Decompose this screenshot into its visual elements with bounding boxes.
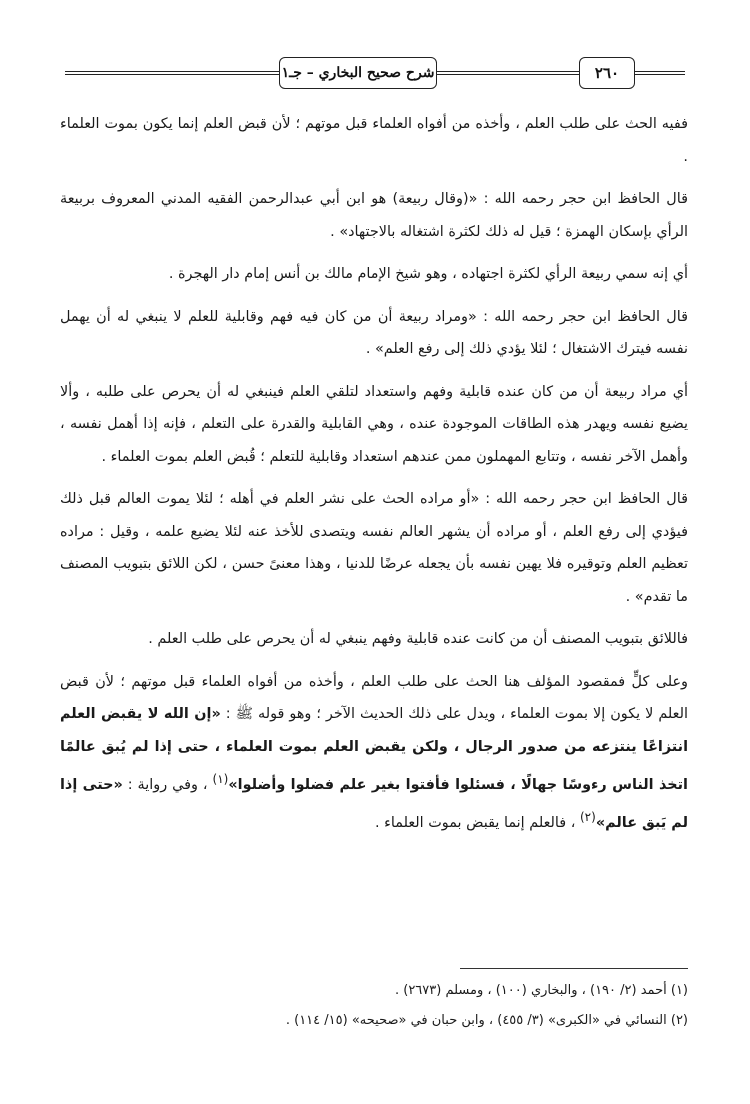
paragraph-4: قال الحافظ ابن حجر رحمه الله : «ومراد ربيعة أن من كان فيه فهم وقابلية للعلم لا ينبغي له أن يهمل نفسه فيترك الاشتغال ؛ لئلا يؤدي ذلك إلى رفع العلم» .: [60, 308, 688, 357]
hadith-tail: ، فالعلم إنما يقبض بموت العلماء .: [374, 815, 580, 832]
hadith-connector: ، وفي رواية :: [122, 776, 213, 793]
hadith-variant: «حتى إذا لم يَبق عالم»: [60, 776, 688, 832]
footnote-ref-1: (١): [212, 772, 229, 786]
paragraph-5: أي مراد ربيعة أن من كان عنده قابلية وفهم واستعداد لتلقي العلم فينبغي له أن يحرص على طلبه ، وألا يضيع نفسه ويهدر هذه الطاقات الموجودة عنده ، وهي القابلية والقدرة على التعلم ، فإنه إذا أهمل نفسه ، وأهمل الآخر نفسه ، وتتابع المهملون ممن عندهم استعداد وقابلية للتعلم ؛ قُبض العلم بموت العلماء .: [60, 383, 688, 465]
paragraph-7: فاللائق بتبويب المصنف أن من كانت عنده قابلية وفهم ينبغي له أن يحرص على طلب العلم .: [148, 631, 688, 647]
paragraph-6: قال الحافظ ابن حجر رحمه الله : «أو مراده الحث على نشر العلم في أهله ؛ لئلا يموت العالم قبل ذلك فيؤدي إلى رفع العلم ، أو مراده أن يشهر العالم نفسه ويتصدى للأخذ عنه لئلا يضيع علمه ، وقيل : مراده تعظيم العلم وتوقيره فلا يهين نفسه بأن يجعله عرضًا للدنيا ، وهذا معنىً حسن ، لكن اللائق بتبويب المصنف ما تقدم» .: [60, 491, 688, 605]
footnote-ref-2: (٢): [579, 810, 596, 825]
footnotes: [60, 976, 688, 1036]
paragraph-8: [60, 666, 688, 840]
page-number: ٢٦٠: [579, 57, 635, 89]
footnote-2: (٢) النسائي في «الكبرى» (٣/ ٤٥٥) ، وابن حبان في «صحيحه» (١٥/ ١١٤) .: [285, 1013, 688, 1028]
book-title: شرح صحيح البخاري – جـ١: [279, 57, 437, 89]
footnote-1: (١) أحمد (٢/ ١٩٠) ، والبخاري (١٠٠) ، ومسلم (٢٦٧٣) .: [394, 983, 688, 998]
hadith-text: «إن الله لا يقبض العلم انتزاعًا ينتزعه من صدور الرجال ، ولكن يقبض العلم بموت العلماء ، حتى إذا لم يُبق عالمًا اتخذ الناس رءوسًا جهالًا ، فسئلوا فأفتوا بغير علم فضلوا وأضلوا»: [60, 706, 688, 793]
paragraph-2: قال الحافظ ابن حجر رحمه الله : «(وقال ربيعة) هو ابن أبي عبدالرحمن الفقيه المدني المعروف بربيعة الرأي بإسكان الهمزة ؛ قيل له ذلك لكثرة اشتغاله بالاجتهاد» .: [60, 191, 688, 240]
paragraph-1: ففيه الحث على طلب العلم ، وأخذه من أفواه العلماء قبل موتهم ؛ لأن قبض العلم إنما يكون بموت العلماء .: [60, 116, 688, 165]
paragraph-3: أي إنه سمي ربيعة الرأي لكثرة اجتهاده ، وهو شيخ الإمام مالك بن أنس إمام دار الهجرة .: [168, 266, 688, 282]
paragraph-8-intro: وعلى كلٍّ فمقصود المؤلف هنا الحث على طلب العلم ، وأخذه من أفواه العلماء قبل موتهم ؛ لأن قبض العلم لا يكون إلا بموت العلماء ، ويدل على ذلك الحديث الآخر ؛ وهو قوله ﷺ :: [60, 673, 689, 722]
page-body: [60, 108, 688, 840]
page-header: [65, 55, 685, 95]
footnote-divider: [460, 968, 688, 969]
